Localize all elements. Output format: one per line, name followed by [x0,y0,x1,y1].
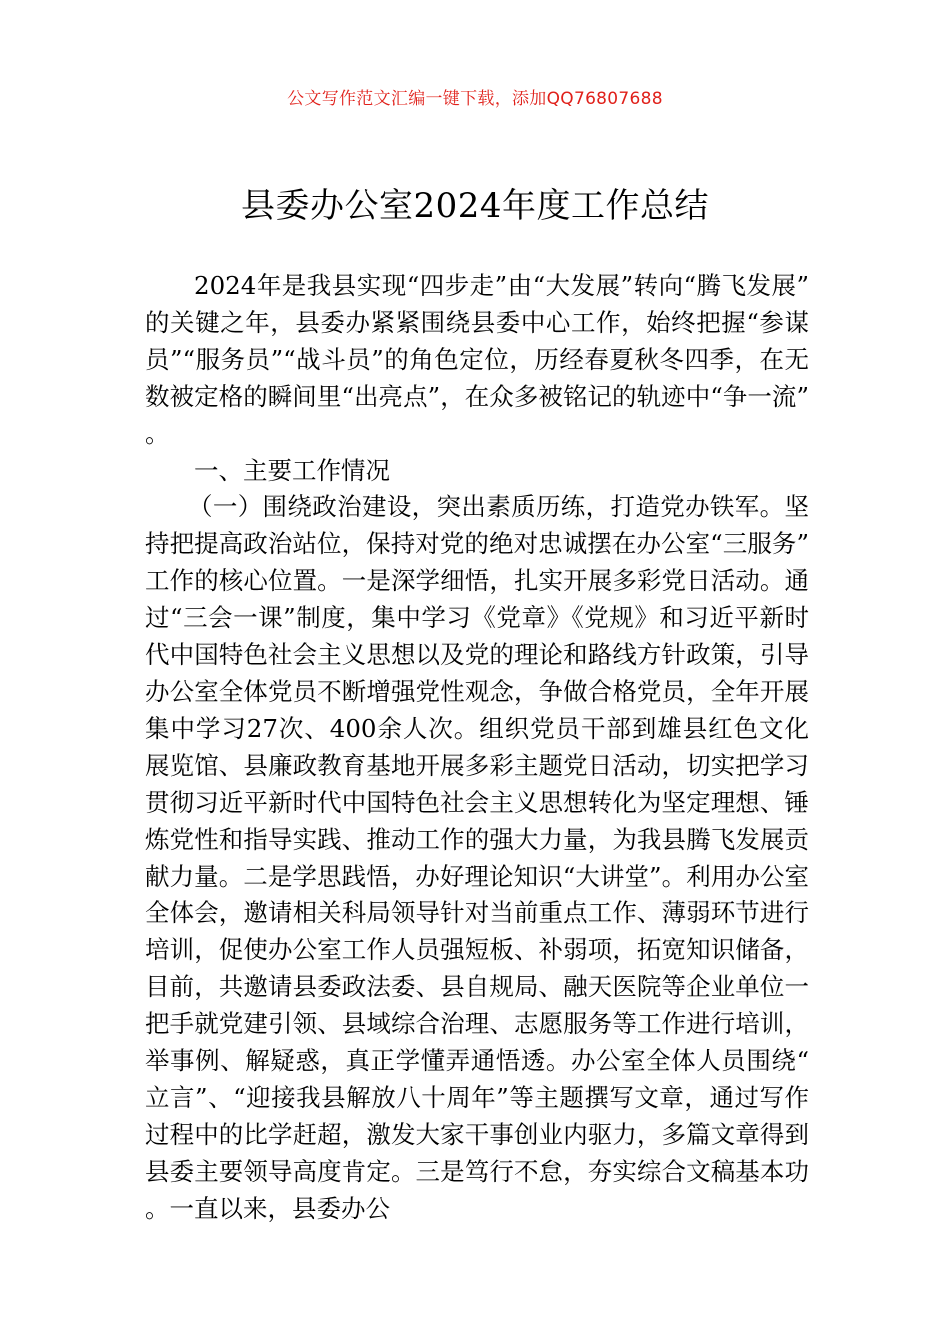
document-body [145,268,809,1228]
intro-paragraph: 2024年是我县实现“四步走”由“大发展”转向“腾飞发展”的关键之年，县委办紧紧围绕县委中心工作，始终把握“参谋员”“服务员”“战斗员”的角色定位，历经春夏秋冬四季，在无数被定格的瞬间里“出亮点”，在众多被铭记的轨迹中“争一流”。 [145,271,809,448]
body-paragraph: （一）围绕政治建设，突出素质历练，打造党办铁军。坚持把提高政治站位，保持对党的绝对忠诚摆在办公室“三服务”工作的核心位置。一是深学细悟，扎实开展多彩党日活动。通过“三会一课”制度，集中学习《党章》《党规》和习近平新时代中国特色社会主义思想以及党的理论和路线方针政策，引导办公室全体党员不断增强党性观念，争做合格党员，全年开展集中学习27次、400余人次。组织党员干部到雄县红色文化展览馆、县廉政教育基地开展多彩主题党日活动，切实把学习贯彻习近平新时代中国特色社会主义思想转化为坚定理想、锤炼党性和指导实践、推动工作的强大力量，为我县腾飞发展贡献力量。二是学思践悟，办好理论知识“大讲堂”。利用办公室全体会，邀请相关科局领导针对当前重点工作、薄弱环节进行培训，促使办公室工作人员强短板、补弱项，拓宽知识储备，目前，共邀请县委政法委、县自规局、融天医院等企业单位一把手就党建引领、县域综合治理、志愿服务等工作进行培训，举事例、解疑惑，真正学懂弄通悟透。办公室全体人员围绕“立言”、“迎接我县解放八十周年”等主题撰写文章，通过写作过程中的比学赶超，激发大家干事创业内驱力，多篇文章得到县委主要领导高度肯定。三是笃行不怠，夯实综合文稿基本功。一直以来，县委办公 [145,492,809,1223]
document-title: 县委办公室2024年度工作总结 [240,186,710,226]
download-promo-note: 公文写作范文汇编一键下载，添加QQ76807688 [287,89,663,109]
section-heading: 一、主要工作情况 [194,455,390,485]
